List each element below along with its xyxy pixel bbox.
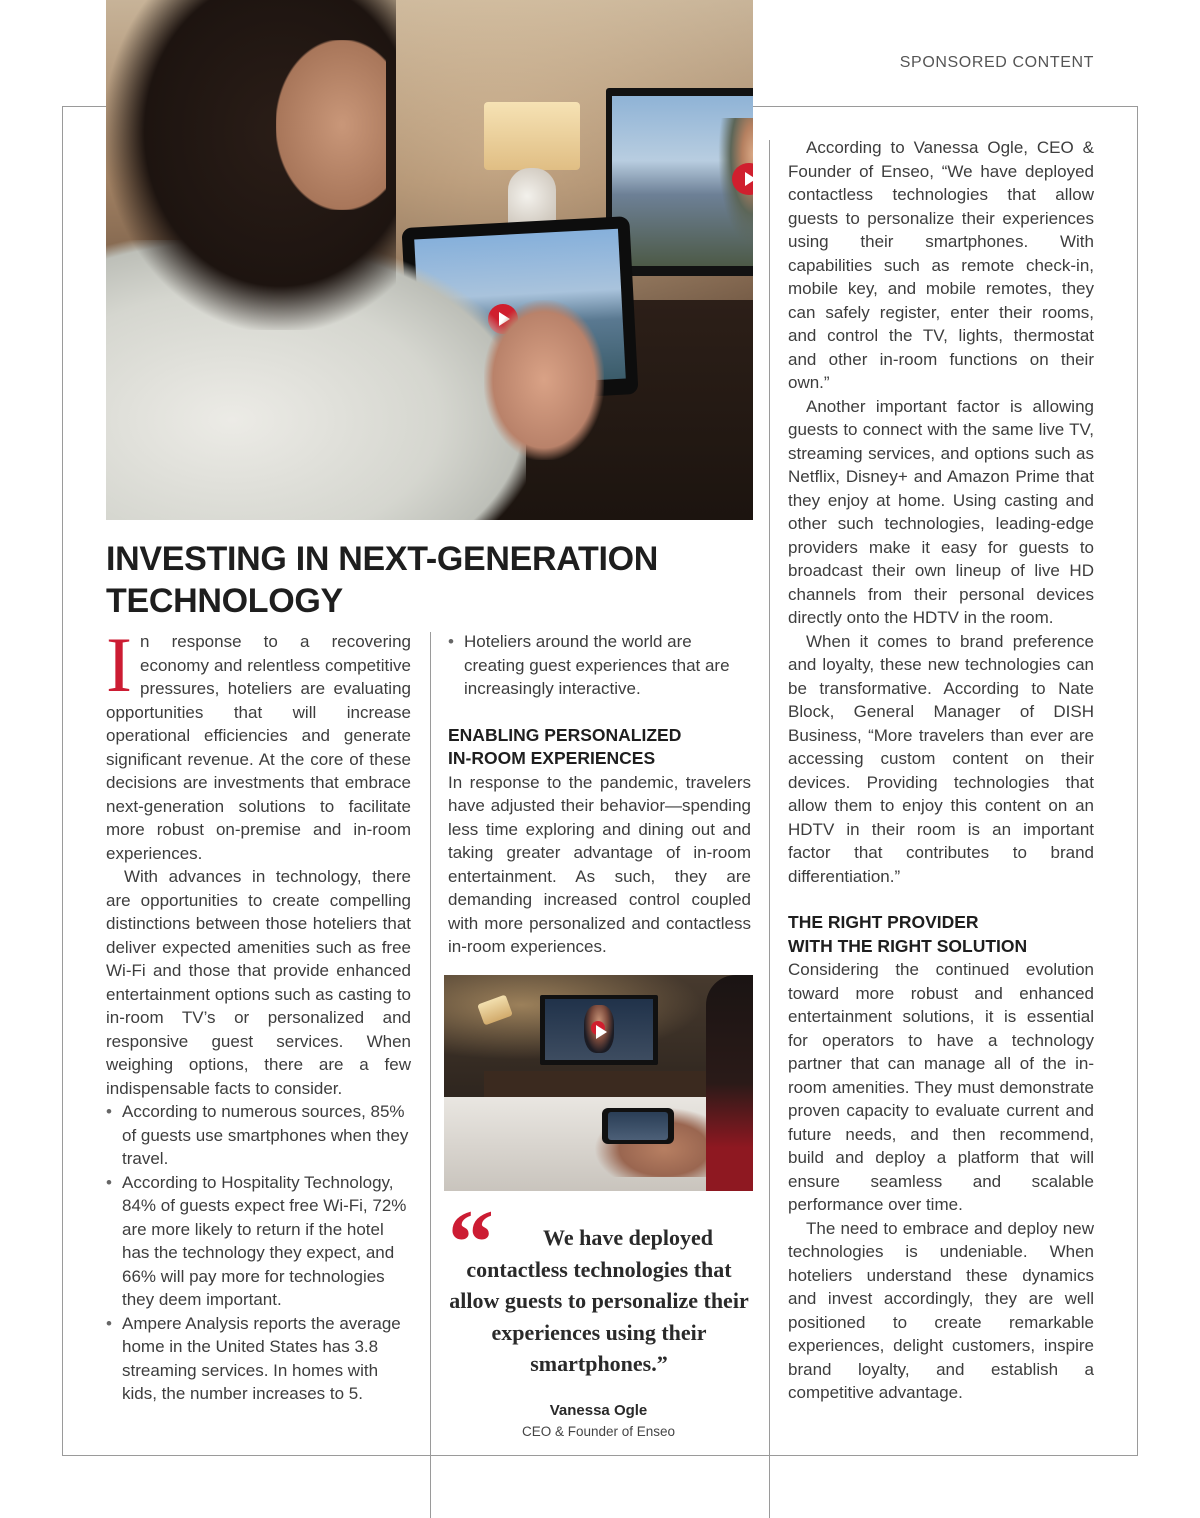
section-heading-line-1: ENABLING PERSONALIZED bbox=[448, 724, 682, 745]
list-item: • Ampere Analysis reports the average home in the United States has 3.8 streaming services. In homes with kids, the number increases to 5. bbox=[106, 1312, 411, 1406]
frame-rule-left-top bbox=[62, 106, 106, 107]
paragraph: Considering the continued evolution toward more robust and enhanced entertainment solutions, it is essential for operators to have a technology partner that can manage all of the in-room amenities. They must demonstrate proven capacity to evaluate current and future needs, and then recommend, build and deploy a platform that will ensure seamless and scalable performance over time. bbox=[788, 960, 1094, 1214]
sponsored-content-label: SPONSORED CONTENT bbox=[899, 54, 1094, 71]
column-2 bbox=[448, 630, 751, 959]
paragraph: Another important factor is allowing guests to connect with the same live TV, streaming services, and options such as Netflix, Disney+ and Amazon Prime that they enjoy at home. Using casting and other such technologies, leading-edge providers make it easy for guests to broadcast their own lineup of live HD channels from their personal devices directly onto the HDTV in the room. bbox=[788, 396, 1094, 627]
quote-mark-icon: “ bbox=[448, 1191, 488, 1293]
pull-quote bbox=[448, 1222, 750, 1380]
paragraph: In response to the pandemic, travelers have adjusted their behavior—spending less time exploring and dining out and taking greater advantage of in-room entertainment. As such, they are demanding increased control coupled with more personalized and contactless in-room experiences. bbox=[448, 772, 751, 956]
column-divider-2 bbox=[769, 140, 770, 1518]
section-heading-line-1: THE RIGHT PROVIDER bbox=[788, 912, 979, 932]
play-icon bbox=[591, 1021, 605, 1035]
section-heading bbox=[448, 724, 751, 771]
frame-rule-right-top bbox=[753, 106, 1138, 107]
article-headline bbox=[106, 538, 746, 622]
drop-cap: I bbox=[106, 621, 132, 708]
frame-rule-right bbox=[1137, 106, 1138, 1456]
bullet-list bbox=[448, 630, 751, 701]
section-heading bbox=[788, 911, 1094, 958]
intro-text: n response to a recovering economy and relentless competitive pressures, hoteliers are evaluating opportunities that will increase operational efficiencies and generate significant revenue. At the core of these decisions are investments that embrace next-generation solutions to facilitate more robust on-premise and in-room experiences. bbox=[106, 632, 411, 863]
photo-woman-casting-to-tv bbox=[444, 975, 753, 1191]
headline-line-2: TECHNOLOGY bbox=[106, 582, 343, 620]
paragraph: According to Vanessa Ogle, CEO & Founder of Enseo, “We have deployed contactless technologies that allow guests to personalize their experiences using their smartphones. With capabilities such as remote check-in, mobile key, and mobile remotes, they can safely register, enter their rooms, and control the TV, lights, thermostat and other in-room functions on their own.” bbox=[788, 138, 1094, 392]
intro-paragraph bbox=[106, 621, 411, 865]
paragraph: The need to embrace and deploy new technologies is undeniable. When hoteliers understand these dynamics and invest accordingly, they are well positioned to create remarkable experiences, delight customers, inspire brand loyalty, and establish a competitive advantage. bbox=[788, 1218, 1094, 1402]
list-item: • Hoteliers around the world are creating guest experiences that are increasingly interactive. bbox=[448, 630, 751, 701]
quote-attribution-title: CEO & Founder of Enseo bbox=[521, 1424, 676, 1439]
hero-photo-woman-with-tablet bbox=[106, 0, 753, 520]
frame-rule-bottom bbox=[62, 1455, 1138, 1456]
column-divider-1 bbox=[430, 632, 431, 1518]
quote-attribution-name: Vanessa Ogle bbox=[549, 1402, 648, 1419]
section-heading-line-2: WITH THE RIGHT SOLUTION bbox=[788, 935, 1028, 956]
paragraph: With advances in technology, there are opportunities to create compelling distinctions between those hoteliers that deliver expected amenities such as free Wi-Fi and those that provide enhanced entertainment options such as casting to in-room TV’s or personalized and responsive guest services. When weighing options, there are a few indispensable facts to consider. bbox=[106, 867, 411, 1098]
pull-quote-text: contactless technologies that allow guests to personalize their experiences using their smartphones.” bbox=[449, 1256, 749, 1376]
section-heading-line-2: IN-ROOM EXPERIENCES bbox=[448, 748, 656, 768]
column-1 bbox=[106, 621, 411, 1406]
list-item: • According to Hospitality Technology, 84% of guests expect free Wi-Fi, 72% are more likely to return if the hotel has the technology they expect, and 66% will pay more for technologies they deem important. bbox=[106, 1171, 411, 1312]
facts-list bbox=[106, 1100, 411, 1406]
column-3 bbox=[788, 136, 1094, 1405]
headline-line-1: INVESTING IN NEXT-GENERATION bbox=[106, 540, 659, 578]
paragraph: When it comes to brand preference and loyalty, these new technologies can be transformative. According to Nate Block, General Manager of DISH Business, “More travelers than ever are accessing custom content on their devices. Providing technologies that allow them to enjoy this content on an HDTV in their room is an important factor that contributes to brand differentiation.” bbox=[788, 631, 1094, 886]
pull-quote-lead: We have deployed bbox=[543, 1225, 713, 1250]
list-item: • According to numerous sources, 85% of guests use smartphones when they travel. bbox=[106, 1100, 411, 1171]
frame-rule-left bbox=[62, 106, 63, 1456]
lamp-shade bbox=[484, 102, 580, 170]
